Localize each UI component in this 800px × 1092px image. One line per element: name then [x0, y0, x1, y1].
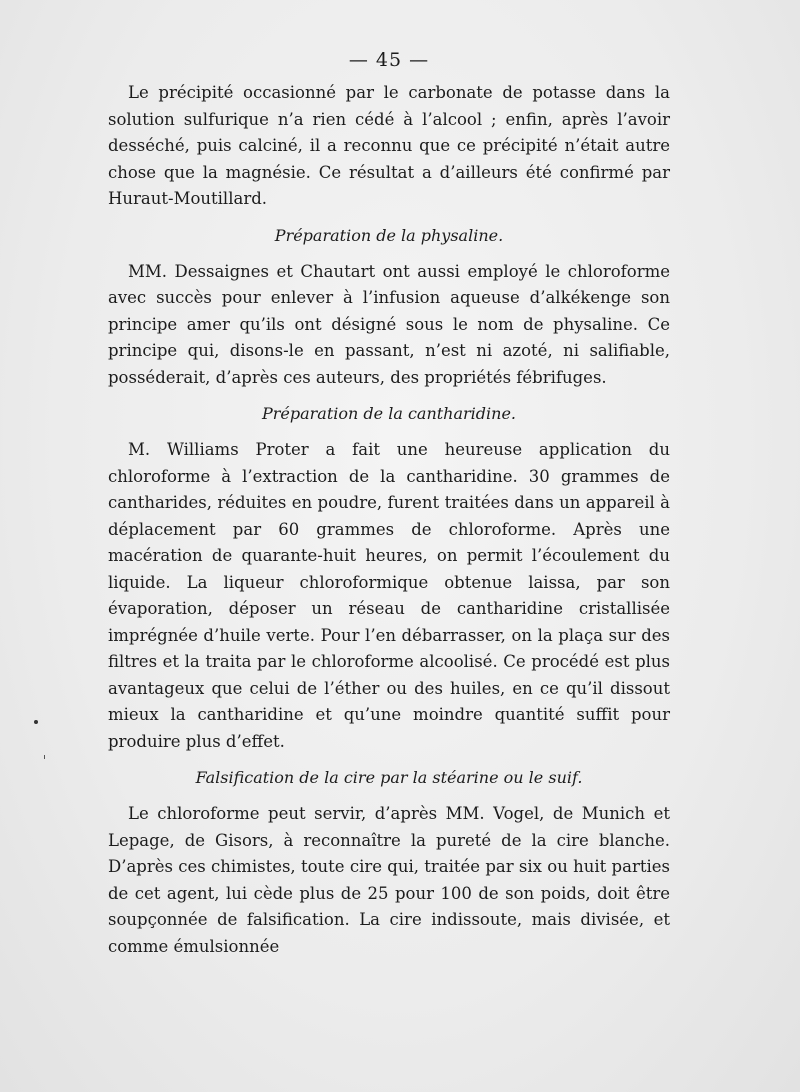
- paragraph: M. Williams Proter a fait une heureuse application du chloroforme à l’extraction de la cantharidine. 30 grammes de cantharides, réduites en poudre, furent traitées dans un appareil à déplacement par 60 grammes de chloroforme. Après une macération de quarante-huit heures, on permit l’écoulement du liquide. La liqueur chloroformique obtenue laissa, par son évaporation, déposer un réseau de cantharidine cristallisée imprégnée d’huile verte. Pour l’en débarrasser, on la plaça sur des filtres et la traita par le chloroforme alcoolisé. Ce procédé est plus avantageux que celui de l’éther ou des huiles, en ce qu’il dissout mieux la cantharidine et qu’une moindre quantité suffit pour produire plus d’effet.: [108, 440, 670, 751]
- section-heading: Préparation de la physaline.: [274, 225, 504, 245]
- page-number: — 45 —: [348, 49, 430, 71]
- ink-speck: [44, 755, 45, 759]
- paragraph: Le précipité occasionné par le carbonate de potasse dans la solution sulfurique n’a rien cédé à l’alcool ; enfin, après l’avoir desséché, puis calciné, il a reconnu que ce précipité n’était autre chose que la magnésie. Ce résultat a d’ailleurs été confirmé par Huraut-Moutillard.: [108, 83, 670, 208]
- paragraph: Le chloroforme peut servir, d’après MM. Vogel, de Munich et Lepage, de Gisors, à reconnaître la pureté de la cire blanche. D’après ces chimistes, toute cire qui, traitée par six ou huit parties de cet agent, lui cède plus de 25 pour 100 de son poids, doit être soupçonnée de falsification. La cire indissoute, mais divisée, et comme émulsionnée: [108, 804, 670, 956]
- section-heading: Préparation de la cantharidine.: [261, 404, 517, 423]
- ink-speck: [34, 720, 38, 724]
- page-text: [108, 48, 670, 960]
- section-heading: Falsification de la cire par la stéarine ou le suif.: [195, 768, 583, 787]
- paragraph: MM. Dessaignes et Chautart ont aussi employé le chloroforme avec succès pour enlever à l’infusion aqueuse d’alkékenge son principe amer qu’ils ont désigné sous le nom de physaline. Ce principe qui, disons-le en passant, n’est ni azoté, ni salifiable, posséderait, d’après ces auteurs, des propriétés fébrifuges.: [108, 261, 670, 387]
